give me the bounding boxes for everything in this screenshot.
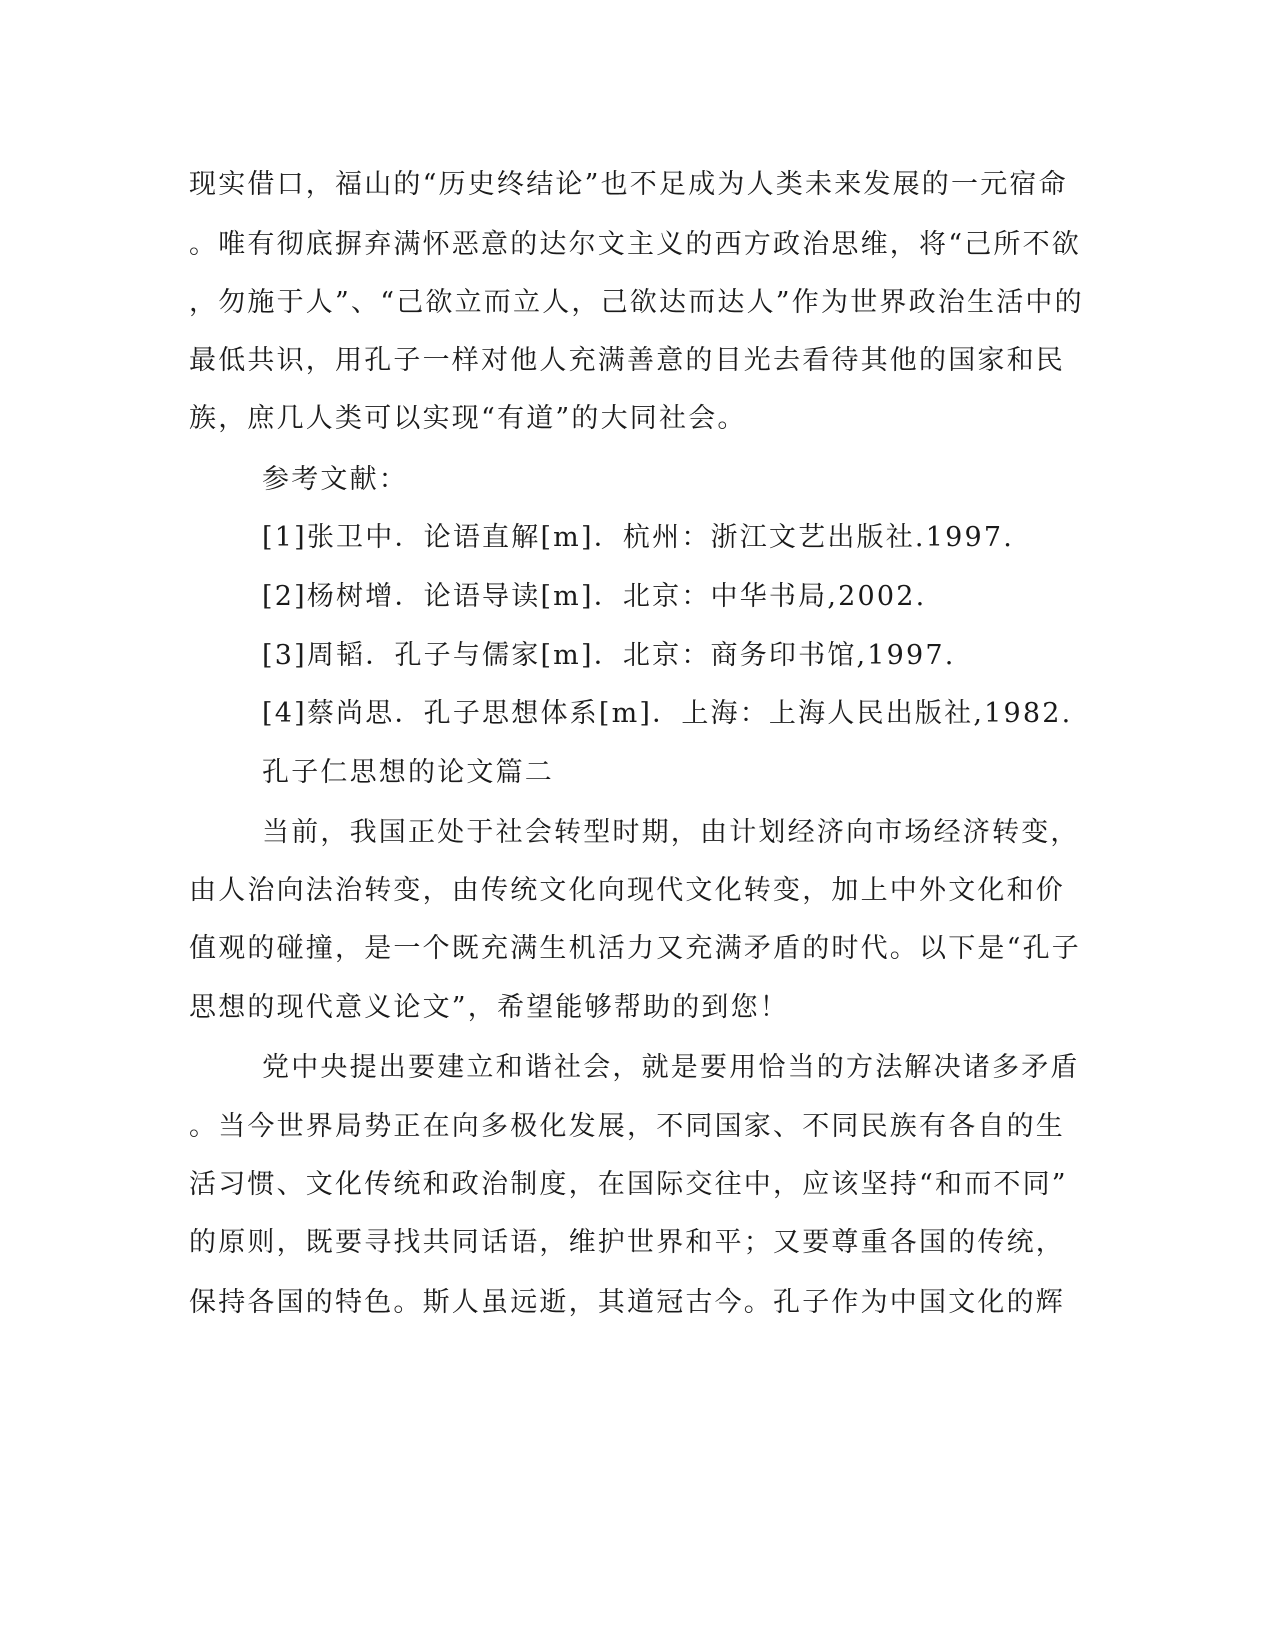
paragraph-line: 党中央提出要建立和谐社会，就是要用恰当的方法解决诸多矛盾 — [262, 1052, 1080, 1083]
paragraph-line: 族，庶几人类可以实现“有道”的大同社会。 — [189, 403, 747, 434]
references-heading: 参考文献： — [262, 464, 408, 495]
paragraph-line: 保持各国的特色。斯人虽远逝，其道冠古今。孔子作为中国文化的辉 — [189, 1287, 1065, 1318]
paragraph-line: 的原则，既要寻找共同话语，维护世界和平；又要尊重各国的传统， — [189, 1227, 1065, 1258]
paragraph-line: 值观的碰撞，是一个既充满生机活力又充满矛盾的时代。以下是“孔子 — [189, 933, 1082, 964]
paragraph-line: 思想的现代意义论文”，希望能够帮助的到您！ — [189, 992, 790, 1023]
section-title: 孔子仁思想的论文篇二 — [262, 757, 554, 788]
paragraph-line: 当前，我国正处于社会转型时期，由计划经济向市场经济转变， — [262, 817, 1080, 848]
paragraph-line: ，勿施于人”、“己欲立而立人，己欲达而达人”作为世界政治生活中的 — [189, 287, 1084, 318]
reference-item: [4]蔡尚思．孔子思想体系[m]．上海：上海人民出版社,1982. — [262, 698, 1073, 729]
reference-item: [3]周韬．孔子与儒家[m]．北京：商务印书馆,1997. — [262, 640, 956, 671]
paragraph-line: 。当今世界局势正在向多极化发展，不同国家、不同民族有各自的生 — [189, 1111, 1065, 1142]
paragraph-line: 。唯有彻底摒弃满怀恶意的达尔文主义的西方政治思维，将“己所不欲 — [189, 229, 1082, 260]
paragraph-line: 最低共识，用孔子一样对他人充满善意的目光去看待其他的国家和民 — [189, 345, 1065, 376]
paragraph-line: 现实借口，福山的“历史终结论”也不足成为人类未来发展的一元宿命 — [189, 169, 1068, 200]
paragraph-line: 由人治向法治转变，由传统文化向现代文化转变，加上中外文化和价 — [189, 875, 1065, 906]
reference-item: [1]张卫中．论语直解[m]．杭州：浙江文艺出版社.1997. — [262, 522, 1014, 553]
paragraph-line: 活习惯、文化传统和政治制度，在国际交往中，应该坚持“和而不同” — [189, 1169, 1068, 1200]
reference-item: [2]杨树增．论语导读[m]．北京：中华书局,2002. — [262, 581, 927, 612]
